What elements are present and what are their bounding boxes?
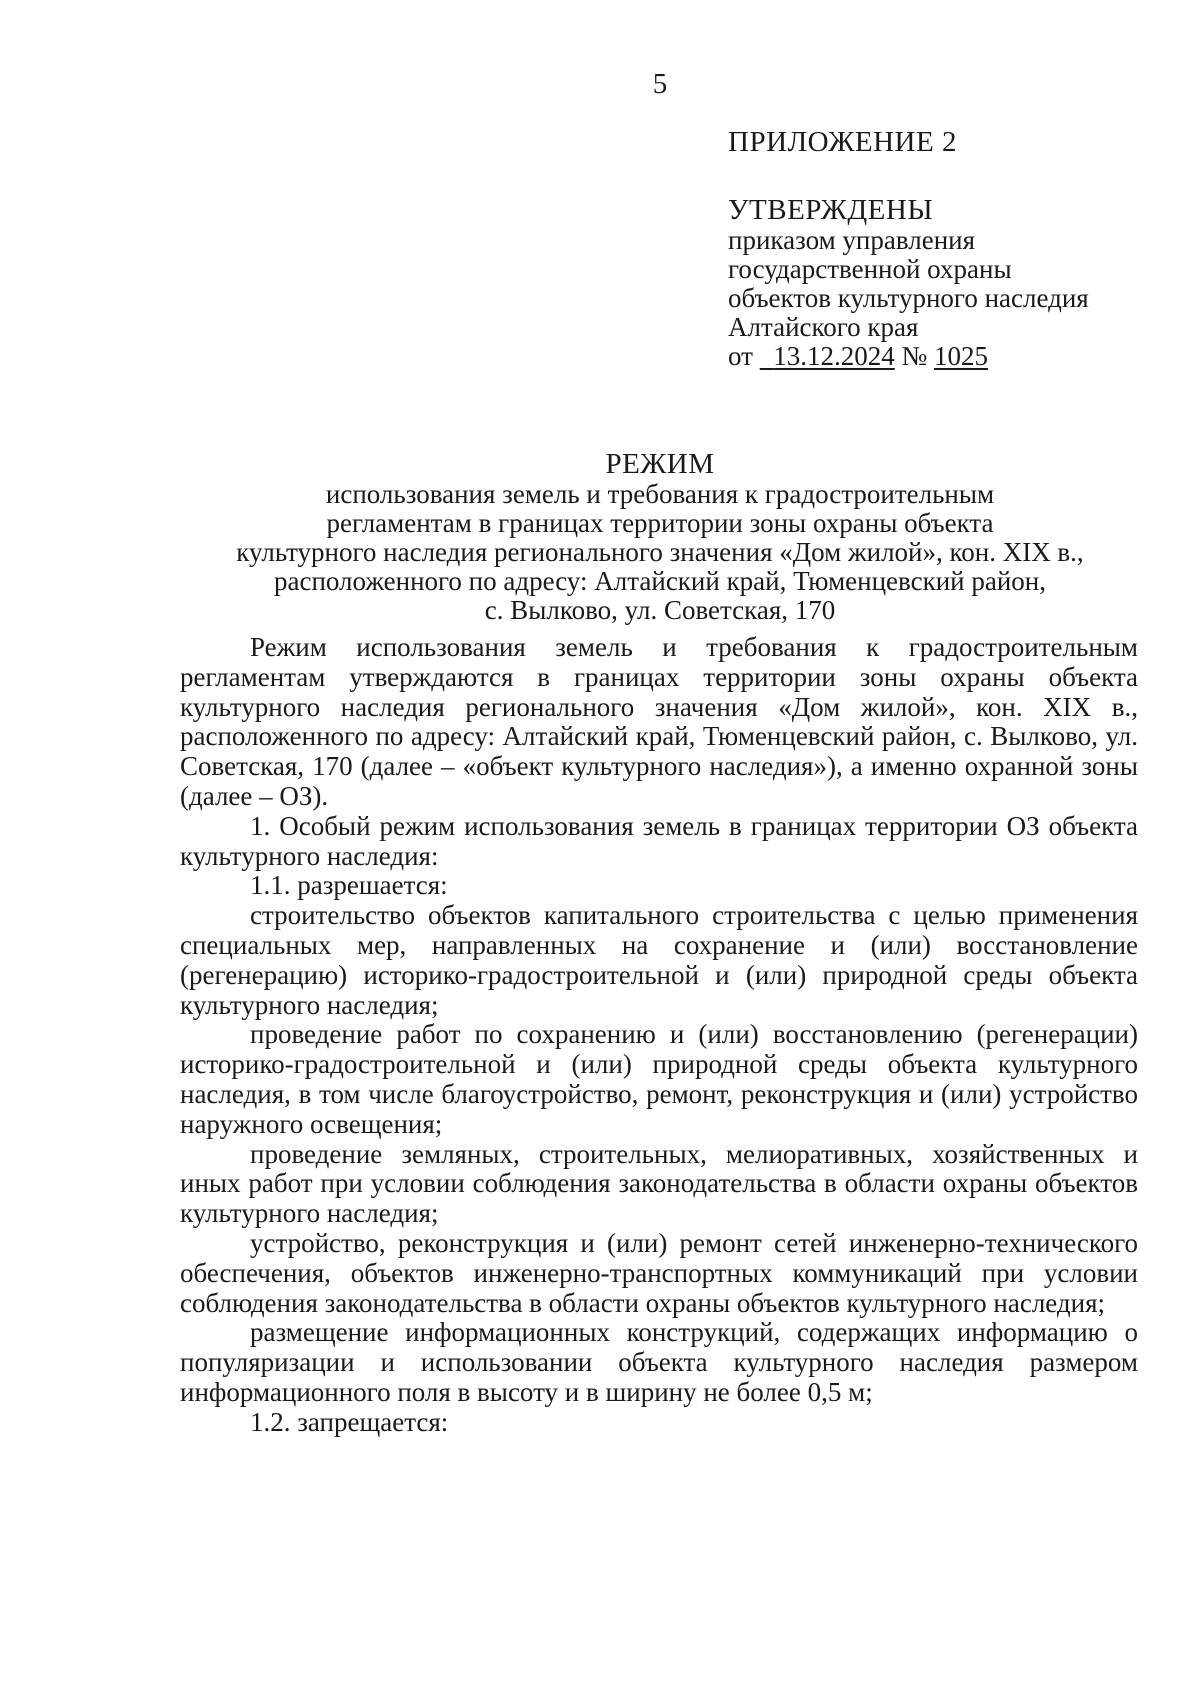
body-paragraph: 1.1. разрешается: bbox=[250, 870, 448, 901]
approval-line: приказом управления bbox=[728, 225, 976, 255]
body-paragraph: 1.2. запрещается: bbox=[250, 1406, 449, 1437]
number-sign: № bbox=[901, 341, 928, 371]
body-paragraph: проведение земляных, строительных, мелиоративных, хозяйственных и иных работ при условии соблюдения законодательства в области охраны объектов культурного наследия; bbox=[180, 1138, 1138, 1229]
date-prefix: от bbox=[728, 341, 753, 371]
body-paragraph: проведение работ по сохранению и (или) восстановлению (регенерации) историко-градостроительной и (или) природной среды объекта культурного наследия, в том числе благоустройство, ремонт, реконструкция и (или) устройство наружного освещения; bbox=[180, 1019, 1138, 1139]
approval-block bbox=[728, 194, 1089, 371]
body-paragraph: размещение информационных конструкций, содержащих информацию о популяризации и использовании объекта культурного наследия размером информационного поля в высоту и в ширину не более 0,5 м; bbox=[180, 1317, 1138, 1407]
approval-date-line bbox=[728, 342, 1089, 371]
approval-date: 13.12.2024 bbox=[773, 341, 895, 371]
approval-line: объектов культурного наследия bbox=[728, 283, 1089, 313]
regime-subtitle bbox=[180, 480, 1140, 625]
approval-line: Алтайского края bbox=[728, 312, 919, 342]
page-number: 5 bbox=[652, 68, 668, 100]
body-paragraph: Режим использования земель и требования к градостроительным регламентам утверждаются в границах территории зоны охраны объекта культурного наследия регионального значения «Дом жилой», кон. XIX в., расположенного по адресу: Алтайский край, Тюменцевский район, с. Вылково, ул. Советская, 170 (далее – «объект культурного наследия»), а именно охранной зоны (далее – ОЗ). bbox=[180, 632, 1138, 811]
approval-title: УТВЕРЖДЕНЫ bbox=[728, 194, 934, 226]
approval-line: государственной охраны bbox=[728, 254, 1012, 284]
body-text bbox=[180, 633, 1138, 1438]
subtitle-line: расположенного по адресу: Алтайский край, Тюменцевский район, bbox=[273, 566, 1047, 596]
body-paragraph: строительство объектов капитального строительства с целью применения специальных мер, направленных на сохранение и (или) восстановление (регенерацию) историко-градостроительной и (или) природной среды объекта культурного наследия; bbox=[180, 900, 1138, 1020]
subtitle-line: регламентам в границах территории зоны охраны объекта bbox=[326, 508, 994, 538]
approval-number: 1025 bbox=[933, 341, 988, 371]
subtitle-line: использования земель и требования к градостроительным bbox=[325, 479, 995, 509]
body-paragraph: 1. Особый режим использования земель в границах территории ОЗ объекта культурного наследия: bbox=[180, 810, 1138, 871]
subtitle-line: культурного наследия регионального значения «Дом жилой», кон. XIX в., bbox=[236, 537, 1084, 567]
subtitle-line: с. Вылково, ул. Советская, 170 bbox=[484, 595, 836, 625]
regime-title: РЕЖИМ bbox=[605, 448, 715, 480]
body-paragraph: устройство, реконструкция и (или) ремонт сетей инженерно-технического обеспечения, объектов инженерно-транспортных коммуникаций при условии соблюдения законодательства в области охраны объектов культурного наследия; bbox=[180, 1227, 1138, 1318]
appendix-label: ПРИЛОЖЕНИЕ 2 bbox=[728, 126, 957, 158]
